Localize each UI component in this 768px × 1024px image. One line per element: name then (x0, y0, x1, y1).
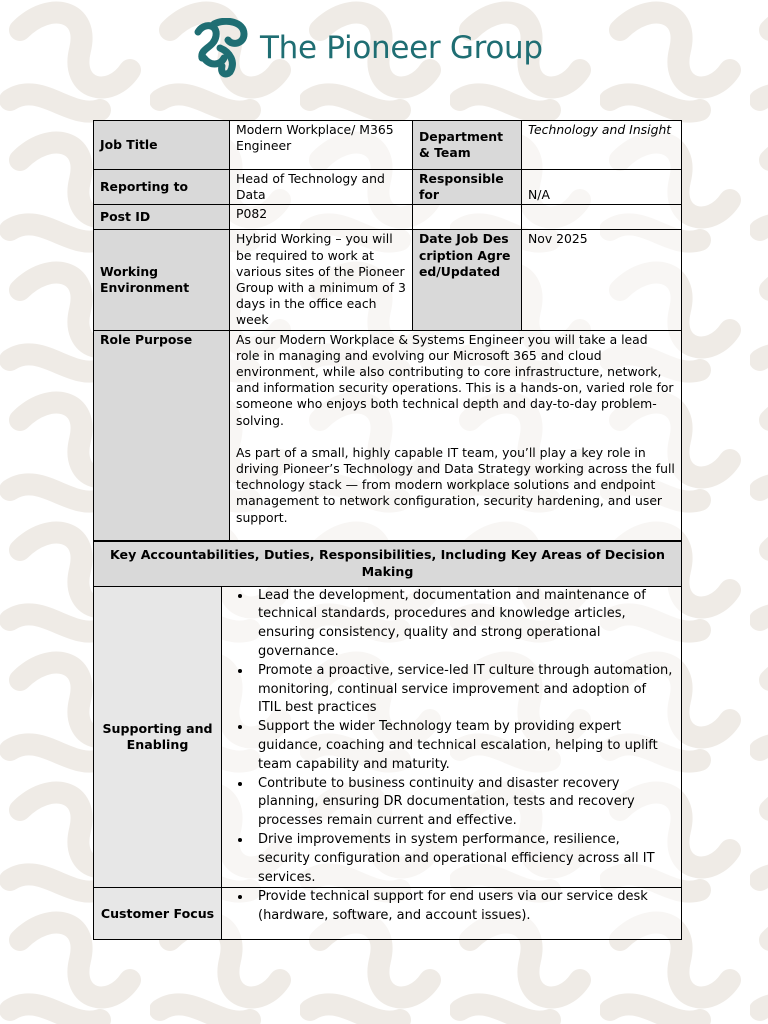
date-agreed-label: Date Job Description Agreed/Updated (413, 230, 522, 330)
job-title-value: Modern Workplace/ M365 Engineer (230, 121, 413, 170)
list-item: • Promote a proactive, service-led IT culture through automation, monitoring, continual service improvement and adoption of ITIL best practices (252, 662, 673, 718)
section-content-customer-focus (222, 888, 682, 940)
responsible-value: N/A (522, 170, 682, 205)
post-id-empty-cell (413, 205, 522, 230)
department-label: Department & Team (413, 121, 522, 170)
department-value: Technology and Insight (522, 121, 682, 170)
working-environment-label: Working Environment (94, 230, 230, 330)
date-agreed-value: Nov 2025 (522, 230, 682, 330)
accountabilities-table (93, 541, 682, 941)
job-description-document (93, 120, 681, 940)
reporting-label: Reporting to (94, 170, 230, 205)
role-purpose-paragraph: As part of a small, highly capable IT team, you’ll play a key role in driving Pioneer’s Technology and Data Strategy working across the full technology stack — from modern workplace solutions and endpoint management to network configuration, security hardening, and user support. (236, 444, 675, 525)
list-item: • Drive improvements in system performance, resilience, security configuration and operational efficiency across all IT services. (252, 831, 673, 887)
role-purpose-paragraph: As our Modern Workplace & Systems Engineer you will take a lead role in managing and evolving our Microsoft 365 and cloud environment, while also contributing to core infrastructure, network, and information security operations. This is a hands-on, varied role for someone who enjoys both technical depth and day-to-day problem-solving. (236, 331, 674, 428)
list-item: • Lead the development, documentation and maintenance of technical standards, procedures and knowledge articles, ensuring consistency, quality and strong operational governance. (252, 587, 673, 662)
section-content-supporting-enabling (222, 586, 682, 888)
accountabilities-heading: Key Accountabilities, Duties, Responsibilities, Including Key Areas of Decision Making (94, 541, 682, 586)
role-purpose-label: Role Purpose (94, 330, 230, 540)
post-id-label: Post ID (94, 205, 230, 230)
job-title-label: Job Title (94, 121, 230, 170)
bullet-list (230, 587, 673, 888)
reporting-value: Head of Technology and Data (230, 170, 413, 205)
bullet-list (230, 888, 673, 926)
job-info-table (93, 120, 682, 541)
section-label-supporting-enabling: Supporting and Enabling (94, 586, 222, 888)
list-item: • Support the wider Technology team by providing expert guidance, coaching and technical escalation, helping to uplift team capability and maturity. (252, 718, 673, 774)
post-id-empty-cell-2 (522, 205, 682, 230)
brand-name: The Pioneer Group (260, 30, 543, 66)
section-label-customer-focus: Customer Focus (94, 888, 222, 940)
brand-logo (190, 18, 543, 78)
list-item: • Provide technical support for end users via our service desk (hardware, software, and account issues). (252, 888, 673, 926)
list-item: • Contribute to business continuity and disaster recovery planning, ensuring DR documentation, tests and recovery processes remain current and effective. (252, 775, 673, 831)
role-purpose-text (230, 330, 682, 540)
working-environment-value: Hybrid Working – you will be required to work at various sites of the Pioneer Group with a minimum of 3 days in the office each week (230, 230, 413, 330)
pioneer-knot-logo-icon (190, 18, 252, 78)
post-id-value: P082 (230, 205, 413, 230)
responsible-label: Responsible for (413, 170, 522, 205)
